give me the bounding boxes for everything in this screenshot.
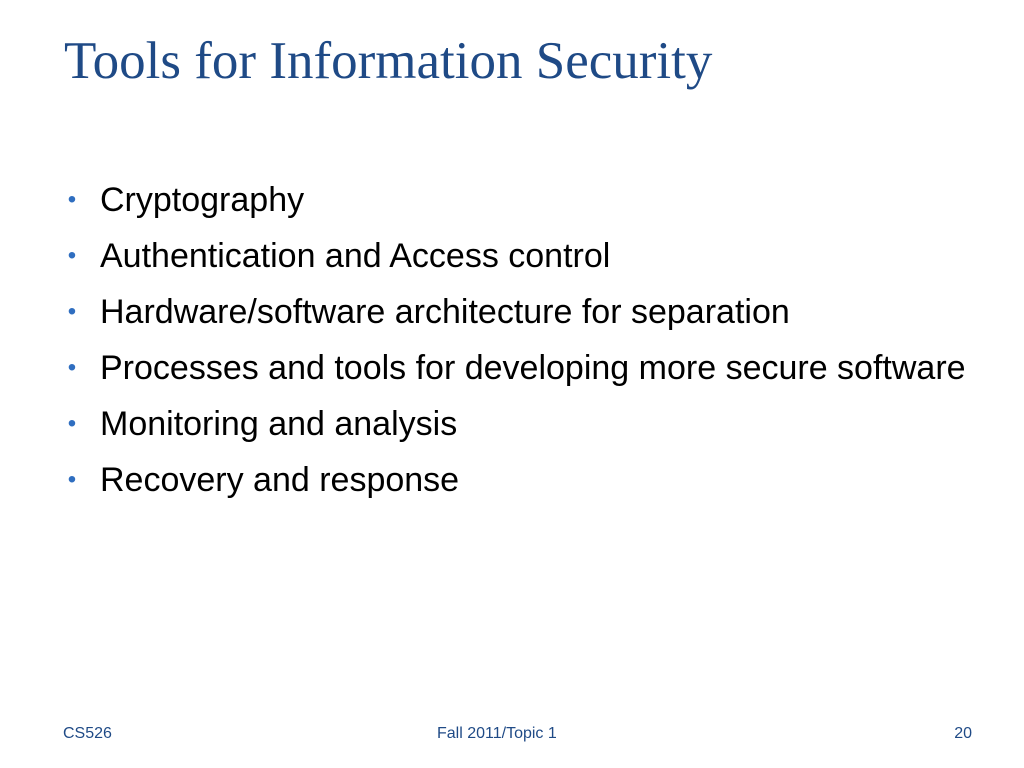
bullet-text: Cryptography — [100, 181, 305, 219]
footer-course: CS526 — [63, 725, 112, 742]
bullet-item — [63, 234, 993, 278]
bullet-text: Monitoring and analysis — [100, 405, 458, 443]
footer-topic: Fall 2011/Topic 1 — [437, 725, 557, 742]
bullet-item — [63, 346, 993, 390]
slide-title: Tools for Information Security — [64, 32, 713, 90]
bullet-icon: • — [67, 242, 77, 269]
bullet-icon: • — [67, 410, 77, 437]
bullet-icon: • — [67, 354, 77, 381]
bullet-item — [63, 458, 993, 502]
bullet-icon: • — [67, 466, 77, 493]
slide-number: 20 — [954, 725, 972, 742]
bullet-item — [63, 178, 993, 222]
bullet-text: Recovery and response — [100, 461, 460, 499]
bullet-icon: • — [67, 186, 77, 213]
bullet-text: Hardware/software architecture for separation — [100, 293, 790, 331]
bullet-text: Processes and tools for developing more secure software — [100, 349, 966, 387]
bullet-item — [63, 290, 993, 334]
bullet-list — [63, 178, 993, 514]
bullet-item — [63, 402, 993, 446]
bullet-text: Authentication and Access control — [100, 237, 611, 275]
bullet-icon: • — [67, 298, 77, 325]
